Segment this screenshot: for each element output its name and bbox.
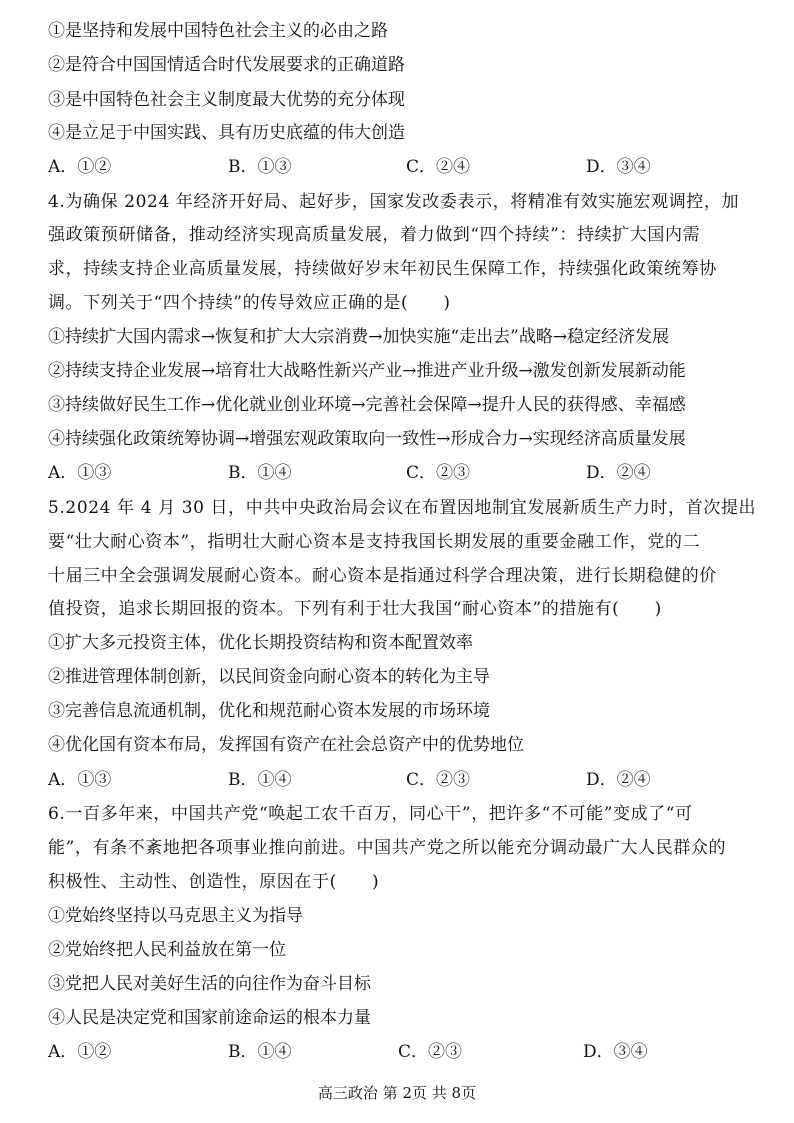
q5-item-1: ①扩大多元投资主体，优化长期投资结构和资本配置效率 [48,633,473,653]
q5-option-b: B．①④ [228,770,292,790]
q4-item-1: ①持续扩大国内需求→恢复和扩大大宗消费→加快实施“走出去”战略→稳定经济发展 [48,327,670,347]
q3-option-b: B．①③ [228,157,292,177]
q4-option-a: A．①③ [48,463,112,483]
q3-item-1: ①是坚持和发展中国特色社会主义的必由之路 [48,21,388,41]
q3-options [48,155,748,179]
q5-option-d: D．②④ [586,770,651,790]
q6-option-b: B．①④ [228,1042,292,1062]
q5-options [48,768,748,792]
page-footer: 高三政治 第 2页 共 8页 [317,1084,477,1102]
q6-options [48,1040,748,1064]
q6-option-a: A．①② [48,1042,112,1062]
q5-option-c: C．②③ [406,770,471,790]
q4-option-c: C．②③ [406,463,471,483]
q4-stem-line-2: 强政策预研储备，推动经济实现高质量发展，着力做到“四个持续”：持续扩大国内需 [48,225,701,245]
q4-option-d: D．②④ [586,463,651,483]
q5-item-4: ④优化国有资本布局，发挥国有资产在社会总资产中的优势地位 [48,735,524,755]
q6-stem-line-3: 积极性、主动性、创造性，原因在于( ) [48,872,380,892]
q6-item-2: ②党始终把人民利益放在第一位 [48,940,286,960]
q4-stem-line-1: 4.为确保 2024 年经济开好局、起好步，国家发改委表示，将精准有效实施宏观调控，加 [48,192,740,212]
q3-item-3: ③是中国特色社会主义制度最大优势的充分体现 [48,90,405,110]
q3-option-a: A．①② [48,157,112,177]
q6-item-3: ③党把人民对美好生活的向往作为奋斗目标 [48,974,371,994]
q4-option-b: B．①④ [228,463,292,483]
q3-option-c: C．②④ [406,157,471,177]
q4-item-2: ②持续支持企业发展→培育壮大战略性新兴产业→推进产业升级→激发创新发展新动能 [48,361,686,381]
q5-item-3: ③完善信息流通机制，优化和规范耐心资本发展的市场环境 [48,701,490,721]
q5-stem-line-1: 5.2024 年 4 月 30 日，中共中央政治局会议在布置因地制宜发展新质生产力时，首次提出 [48,498,757,518]
q3-item-4: ④是立足于中国实践、具有历史底蕴的伟大创造 [48,123,405,143]
q4-item-3: ③持续做好民生工作→优化就业创业环境→完善社会保障→提升人民的获得感、幸福感 [48,395,686,415]
q4-options [48,461,748,485]
q5-stem-line-3: 十届三中全会强调发展耐心资本。耐心资本是指通过科学合理决策，进行长期稳健的价 [48,566,717,586]
q4-stem-line-3: 求，持续支持企业高质量发展，持续做好岁末年初民生保障工作，持续强化政策统筹协 [48,259,717,279]
q6-item-4: ④人民是决定党和国家前途命运的根本力量 [48,1008,371,1028]
q3-item-2: ②是符合中国国情适合时代发展要求的正确道路 [48,55,405,75]
q6-stem-line-1: 6.一百多年来，中国共产党“唤起工农千百万，同心干”，把许多“不可能”变成了“可 [48,804,693,824]
q4-stem-line-4: 调。下列关于“四个持续”的传导效应正确的是( ) [48,293,451,313]
q5-stem-line-2: 要“壮大耐心资本”，指明壮大耐心资本是支持我国长期发展的重要金融工作，党的二 [48,532,701,552]
q6-item-1: ①党始终坚持以马克思主义为指导 [48,906,303,926]
q3-option-d: D．③④ [586,157,651,177]
q5-stem-line-4: 值投资，追求长期回报的资本。下列有利于壮大我国“耐心资本”的措施有( ) [48,599,662,619]
q6-option-c: C．②③ [398,1042,463,1062]
q6-option-d: D．③④ [583,1042,648,1062]
q4-item-4: ④持续强化政策统筹协调→增强宏观政策取向一致性→形成合力→实现经济高质量发展 [48,429,686,449]
q6-stem-line-2: 能”，有条不紊地把各项事业推向前进。中国共产党之所以能充分调动最广大人民群众的 [48,838,727,858]
q5-item-2: ②推进管理体制创新，以民间资金向耐心资本的转化为主导 [48,667,490,687]
q5-option-a: A．①③ [48,770,112,790]
